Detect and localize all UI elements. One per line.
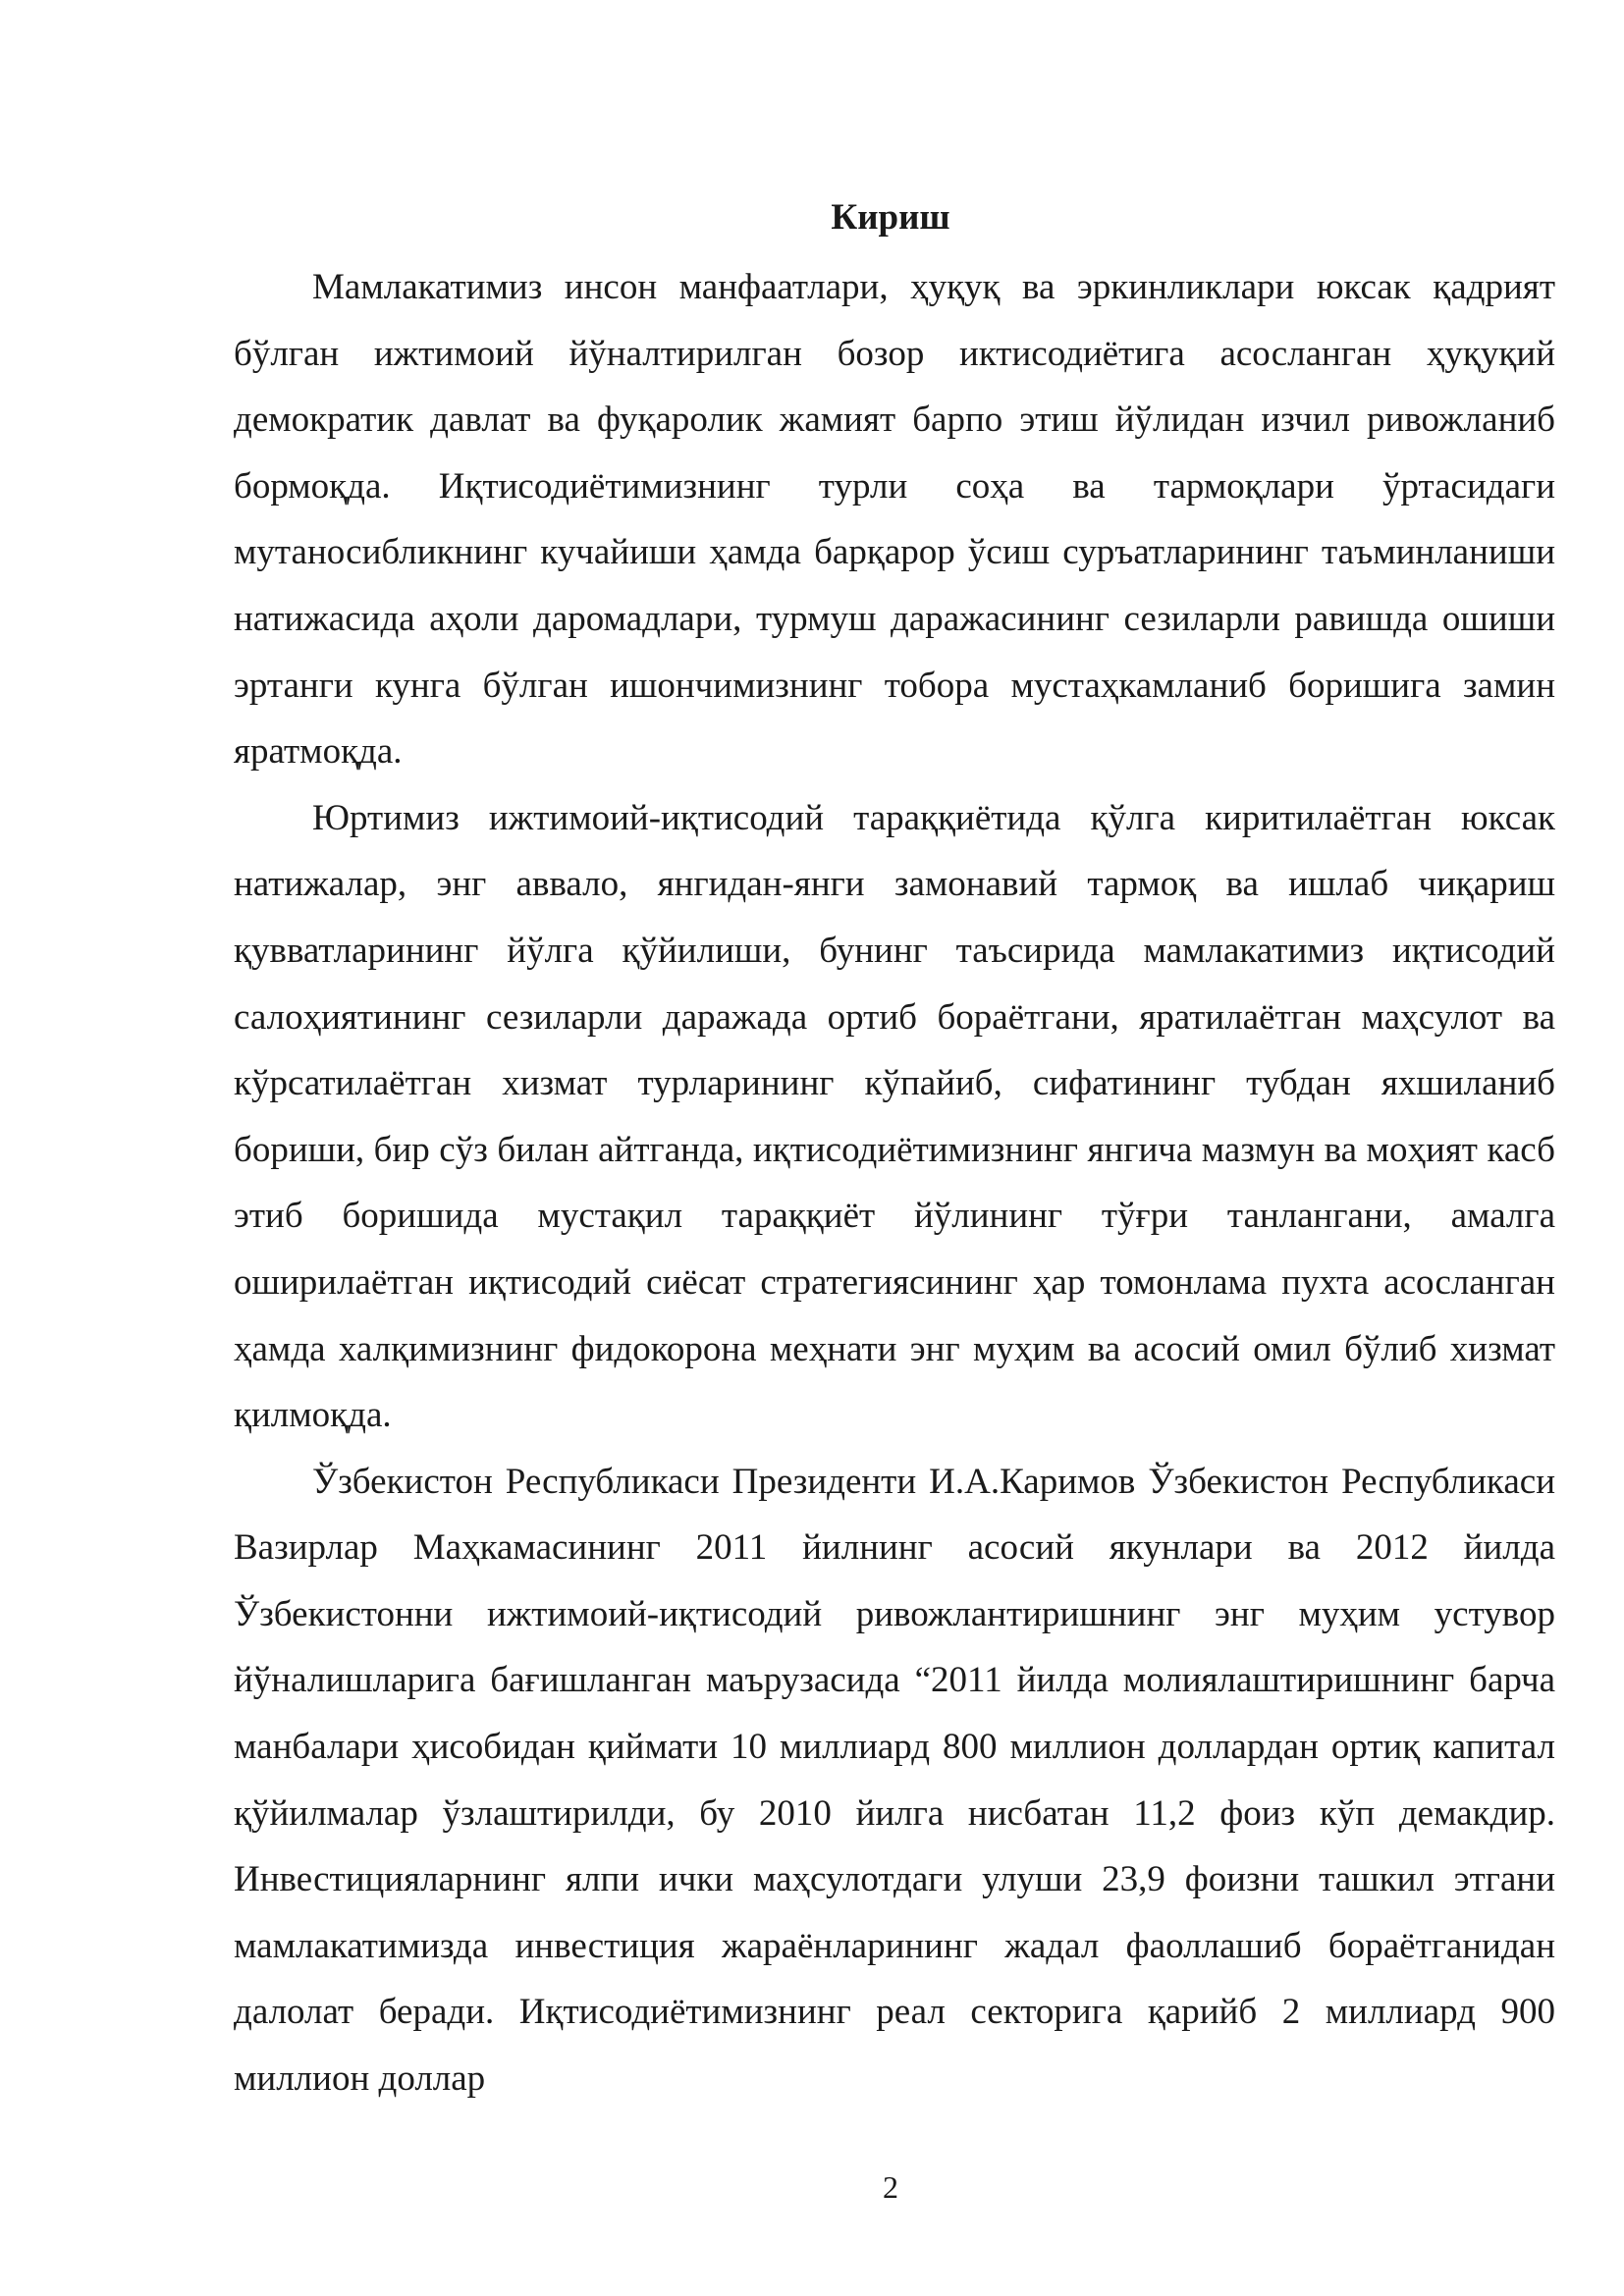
page-number: 2	[883, 2169, 898, 2205]
paragraph-2: Юртимиз ижтимоий-иқтисодий тараққиётида қўлга киритилаётган юксак натижалар, энг аввало, янгидан-янги замонавий тармоқ ва ишлаб чиқариш қувватларининг йўлга қўйилиши, бунинг таъсирида мамлакатимиз иқтисодий салоҳиятининг сезиларли даражада ортиб бораётгани, яратилаётган маҳсулот ва кўрсатилаётган хизмат турларининг кўпайиб, сифатининг тубдан яхшиланиб бориши, бир сўз билан айтганда, иқтисодиётимизнинг янгича мазмун ва моҳият касб этиб боришида мустақил тараққиёт йўлининг тўғри танлангани, амалга оширилаётган иқтисодий сиёсат стратегиясининг ҳар томонлама пухта асосланган ҳамда халқимизнинг фидокорона меҳнати энг муҳим ва асосий омил бўлиб хизмат қилмоқда.	[234, 797, 1555, 1436]
section-title: Кириш	[831, 197, 950, 238]
paragraph-3: Ўзбекистон Республикаси Президенти И.А.Каримов Ўзбекистон Республикаси Вазирлар Маҳкамасининг 2011 йилнинг асосий якунлари ва 2012 йилда Ўзбекистонни ижтимоий-иқтисодий ривожлантиришнинг энг муҳим устувор йўналишларига бағишланган маърузасида “2011 йилда молиялаштиришнинг барча манбалари ҳисобидан қиймати 10 миллиард 800 миллион доллардан ортиқ капитал қўйилмалар ўзлаштирилди, бу 2010 йилга нисбатан 11,2 фоиз кўп демакдир. Инвестицияларнинг ялпи ички маҳсулотдаги улуши 23,9 фоизни ташкил этгани мамлакатимизда инвестиция жараёнларининг жадал фаоллашиб бораётганидан далолат беради. Иқтисодиётимизнинг реал секторига қарийб 2 миллиард 900 миллион доллар	[234, 1461, 1555, 2100]
body-text	[234, 254, 1555, 2112]
paragraph-1: Мамлакатимиз инсон манфаатлари, ҳуқуқ ва эркинликлари юксак қадрият бўлган ижтимоий йўналтирилган бозор иктисодиётига асосланган ҳуқуқий демократик давлат ва фуқаролик жамият барпо этиш йўлидан изчил ривожланиб бормоқда. Иқтисодиётимизнинг турли соҳа ва тармоқлари ўртасидаги мутаносибликнинг кучайиши ҳамда барқарор ўсиш суръатларининг таъминланиши натижасида аҳоли даромадлари, турмуш даражасининг сезиларли равишда ошиши эртанги кунга бўлган ишончимизнинг тобора мустаҳкамланиб боришига замин яратмоқда.	[234, 267, 1555, 773]
